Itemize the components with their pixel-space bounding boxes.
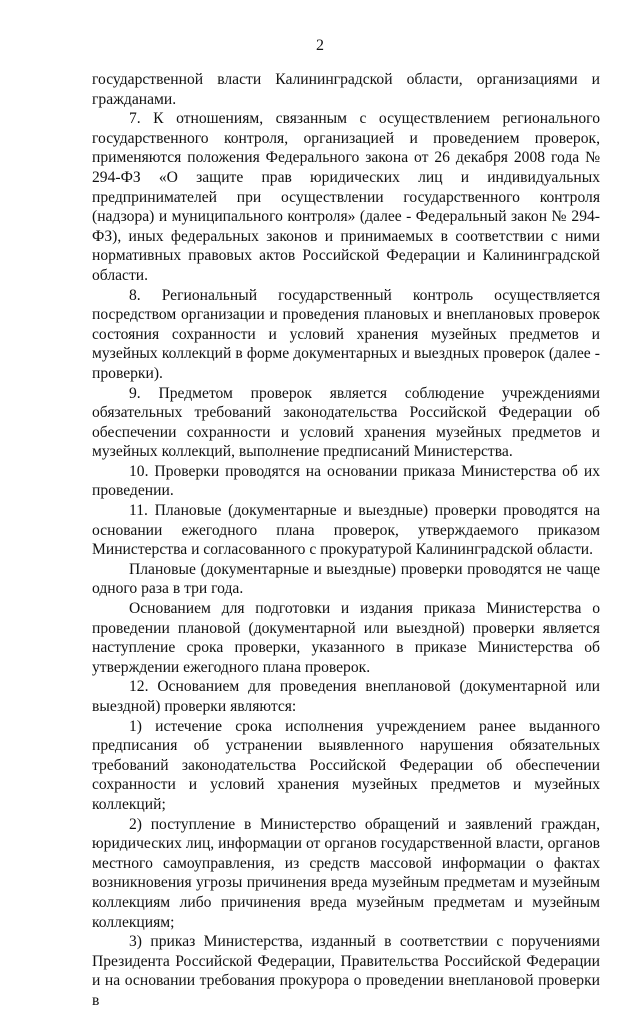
paragraph-8: 8. Региональный государственный контроль осуществляется посредством организации и проведения плановых и внеплановых проверок состояния сохранности и условий хранения музейных предметов и музейных коллекций в форме документарных и выездных проверок (далее - проверки).	[92, 286, 600, 382]
paragraph-12-item-1: 1) истечение срока исполнения учреждением ранее выданного предписания об устранении выявленного нарушения обязательных требований законодательства Российской Федерации об обеспечении сохранности и условий хранения музейных предметов и музейных коллекций;	[92, 717, 600, 813]
page-number: 2	[316, 37, 324, 54]
paragraph-9: 9. Предметом проверок является соблюдение учреждениями обязательных требований законодательства Российской Федерации об обеспечении сохранности и условий хранения музейных предметов и музейных коллекций, выполнение предписаний Министерства.	[92, 384, 600, 461]
document-body	[92, 70, 600, 1011]
paragraph-11-basis: Основанием для подготовки и издания приказа Министерства о проведении плановой (документарной или выездной) проверки является наступление срока проверки, указанного в приказе Министерства об утверждении ежегодного плана проверок.	[92, 600, 600, 676]
paragraph-11: 11. Плановые (документарные и выездные) проверки проводятся на основании ежегодного плана проверок, утверждаемого приказом Министерства и согласованного с прокуратурой Калининградской области.	[92, 502, 600, 559]
paragraph-12-item-2: 2) поступление в Министерство обращений и заявлений граждан, юридических лиц, информации от органов государственной власти, органов местного самоуправления, из средств массовой информации о фактах возникновения угрозы причинения вреда музейным предметам и музейным коллекциям либо причинения вреда музейным предметам и музейным коллекциям;	[92, 815, 600, 931]
paragraph-7: 7. К отношениям, связанным с осуществлением регионального государственного контроля, организацией и проведением проверок, применяются положения Федерального закона от 26 декабря 2008 года № 294-ФЗ «О защите прав юридических лиц и индивидуальных предпринимателей при осуществлении государственного контроля (надзора) и муниципального контроля» (далее - Федеральный закон № 294-ФЗ), иных федеральных законов и принимаемых в соответствии с ними нормативных правовых актов Российской Федерации и Калининградской области.	[92, 110, 600, 284]
paragraph-12: 12. Основанием для проведения внеплановой (документарной или выездной) проверки являются:	[92, 678, 600, 715]
paragraph-continuation: государственной власти Калининградской области, организациями и гражданами.	[92, 71, 600, 108]
paragraph-10: 10. Проверки проводятся на основании приказа Министерства об их проведении.	[92, 462, 600, 500]
paragraph-11-frequency: Плановые (документарные и выездные) проверки проводятся не чаще одного раза в три года.	[92, 560, 600, 598]
paragraph-12-item-3: 3) приказ Министерства, изданный в соответствии с поручениями Президента Российской Федерации, Правительства Российской Федерации и на основании требования прокурора о проведении внеплановой проверки в	[92, 933, 600, 1009]
